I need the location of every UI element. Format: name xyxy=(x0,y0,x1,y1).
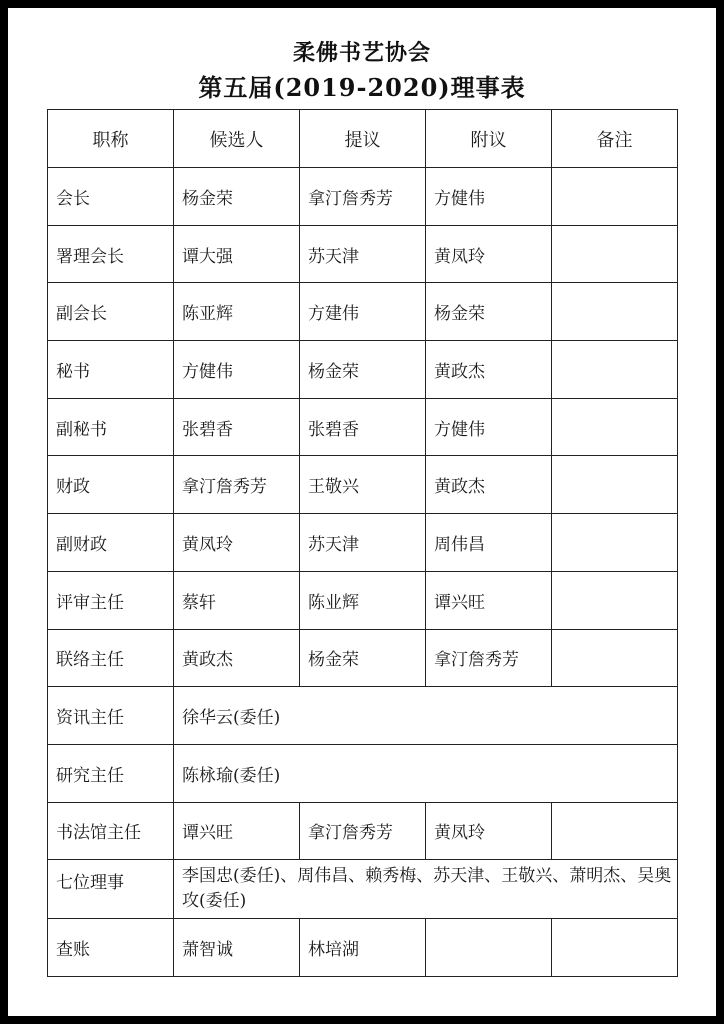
merged-candidate-cell: 陈栐瑜(委任) xyxy=(174,744,678,802)
position-cell: 署理会长 xyxy=(48,225,174,283)
candidate-cell: 拿汀詹秀芳 xyxy=(174,456,300,514)
position-cell: 秘书 xyxy=(48,341,174,399)
table-row xyxy=(48,802,678,860)
remark-cell xyxy=(552,919,678,977)
seconder-cell: 杨金荣 xyxy=(426,283,552,341)
remark-cell xyxy=(552,225,678,283)
candidate-cell: 谭大强 xyxy=(174,225,300,283)
candidate-cell: 萧智诚 xyxy=(174,919,300,977)
proposer-cell: 王敬兴 xyxy=(300,456,426,514)
proposer-cell: 拿汀詹秀芳 xyxy=(300,168,426,226)
position-cell: 七位理事 xyxy=(48,860,174,919)
seconder-cell: 方健伟 xyxy=(426,398,552,456)
position-cell: 查账 xyxy=(48,919,174,977)
association-title: 柔佛书艺协会 xyxy=(292,40,431,66)
position-cell: 会长 xyxy=(48,168,174,226)
document-page xyxy=(8,8,716,1016)
seconder-cell: 方健伟 xyxy=(426,168,552,226)
seconder-cell: 黄凤玲 xyxy=(426,802,552,860)
proposer-cell: 苏天津 xyxy=(300,514,426,572)
position-cell: 副秘书 xyxy=(48,398,174,456)
table-row xyxy=(48,225,678,283)
proposer-cell: 林培湖 xyxy=(300,919,426,977)
seconder-cell: 周伟昌 xyxy=(426,514,552,572)
position-cell: 评审主任 xyxy=(48,571,174,629)
table-row xyxy=(48,514,678,572)
position-cell: 书法馆主任 xyxy=(48,802,174,860)
seconder-cell: 黄政杰 xyxy=(426,456,552,514)
header-seconder: 附议 xyxy=(426,110,552,168)
remark-cell xyxy=(552,456,678,514)
proposer-cell: 方建伟 xyxy=(300,283,426,341)
candidate-cell: 黄凤玲 xyxy=(174,514,300,572)
seconder-cell: 谭兴旺 xyxy=(426,571,552,629)
table-subtitle: 第五届(2019-2020)理事表 xyxy=(198,73,526,102)
proposer-cell: 杨金荣 xyxy=(300,341,426,399)
candidate-cell: 黄政杰 xyxy=(174,629,300,687)
candidate-cell: 方健伟 xyxy=(174,341,300,399)
remark-cell xyxy=(552,168,678,226)
table-row xyxy=(48,398,678,456)
remark-cell xyxy=(552,514,678,572)
proposer-cell: 杨金荣 xyxy=(300,629,426,687)
table-row xyxy=(48,571,678,629)
table-row xyxy=(48,283,678,341)
table-row xyxy=(48,456,678,514)
table-row xyxy=(48,629,678,687)
table-row xyxy=(48,168,678,226)
position-cell: 研究主任 xyxy=(48,744,174,802)
position-cell: 副会长 xyxy=(48,283,174,341)
position-cell: 副财政 xyxy=(48,514,174,572)
position-cell: 资讯主任 xyxy=(48,687,174,745)
table-row xyxy=(48,860,678,919)
seconder-cell xyxy=(426,919,552,977)
seconder-cell: 拿汀詹秀芳 xyxy=(426,629,552,687)
proposer-cell: 苏天津 xyxy=(300,225,426,283)
candidate-cell: 张碧香 xyxy=(174,398,300,456)
candidate-cell: 陈亚辉 xyxy=(174,283,300,341)
candidate-cell: 杨金荣 xyxy=(174,168,300,226)
remark-cell xyxy=(552,398,678,456)
seconder-cell: 黄凤玲 xyxy=(426,225,552,283)
table-row xyxy=(48,687,678,745)
directors-list-cell: 李国忠(委任)、周伟昌、赖秀梅、苏天津、王敬兴、萧明杰、吴奥攻(委任) xyxy=(174,860,678,919)
proposer-cell: 拿汀詹秀芳 xyxy=(300,802,426,860)
merged-candidate-cell: 徐华云(委任) xyxy=(174,687,678,745)
header-proposer: 提议 xyxy=(300,110,426,168)
header-candidate: 候选人 xyxy=(174,110,300,168)
committee-table xyxy=(47,109,678,977)
remark-cell xyxy=(552,802,678,860)
table-row xyxy=(48,744,678,802)
proposer-cell: 陈业辉 xyxy=(300,571,426,629)
table-row xyxy=(48,341,678,399)
candidate-cell: 蔡轩 xyxy=(174,571,300,629)
position-cell: 联络主任 xyxy=(48,629,174,687)
header-remark: 备注 xyxy=(552,110,678,168)
seconder-cell: 黄政杰 xyxy=(426,341,552,399)
table-header-row xyxy=(48,110,678,168)
proposer-cell: 张碧香 xyxy=(300,398,426,456)
position-cell: 财政 xyxy=(48,456,174,514)
remark-cell xyxy=(552,283,678,341)
remark-cell xyxy=(552,629,678,687)
candidate-cell: 谭兴旺 xyxy=(174,802,300,860)
table-row xyxy=(48,919,678,977)
remark-cell xyxy=(552,571,678,629)
header-position: 职称 xyxy=(48,110,174,168)
remark-cell xyxy=(552,341,678,399)
